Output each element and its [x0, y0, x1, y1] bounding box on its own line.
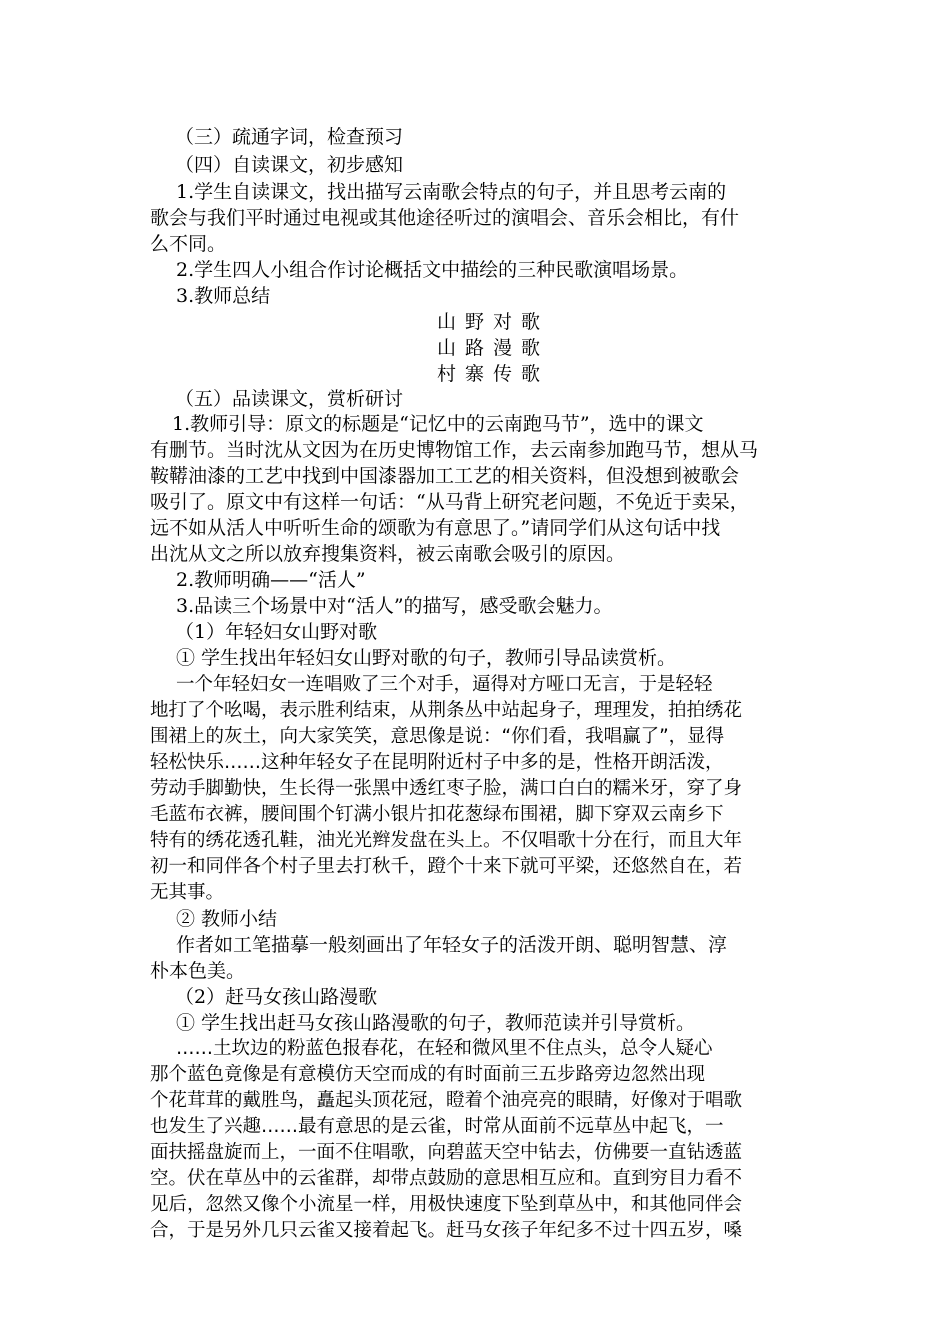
- s5-item2: 2.教师明确——“活人”: [176, 569, 366, 591]
- sub1-quote-line: 轻松快乐……这种年轻女子在昆明附近村子中多的是，性格开朗活泼，: [150, 752, 724, 773]
- sub1-quote-line: 一个年轻妇女一连唱败了三个对手，逼得对方哑口无言，于是轻轻: [176, 674, 713, 695]
- sub1-quote-line: 无其事。: [150, 882, 225, 903]
- s5-item1-line: 鞍鞯油漆的工艺中找到中国漆器加工工艺的相关资料，但没想到被歌会: [150, 465, 740, 487]
- s4-item1-line: 么不同。: [150, 233, 227, 255]
- s5-item1-line: 有删节。当时沈从文因为在历史博物馆工作，去云南参加跑马节，想从马: [150, 439, 759, 461]
- s4-item1-line: 歌会与我们平时通过电视或其他途径听过的演唱会、音乐会相比，有什: [150, 207, 740, 229]
- scene-title: 村寨传歌: [437, 363, 550, 385]
- sub2-task: ① 学生找出赶马女孩山路漫歌的句子，教师范读并引导赏析。: [176, 1012, 696, 1034]
- sub1-quote-line: 毛蓝布衣裤，腰间围个钉满小银片扣花葱绿布围裙，脚下穿双云南乡下: [150, 804, 724, 825]
- sub1-quote-line: 特有的绣花透孔鞋，油光光辫发盘在头上。不仅唱歌十分在行，而且大年: [150, 830, 743, 851]
- sub2-quote-line: 合，于是另外几只云雀又接着起飞。赶马女孩子年纪多不过十四五岁，嗓: [150, 1220, 743, 1241]
- s5-item1-line: 吸引了。原文中有这样一句话：“从马背上研究老问题，不免近于卖呆，: [150, 491, 749, 513]
- s5-item1-line: 1.教师引导：原文的标题是“记忆中的云南跑马节”，选中的课文: [172, 413, 704, 435]
- section-5-heading: （五）品读课文，赏析研讨: [175, 388, 404, 410]
- sub2-quote-line: 见后，忽然又像个小流星一样，用极快速度下坠到草丛中，和其他同伴会: [150, 1194, 743, 1215]
- sub2-quote-line: ……土坎边的粉蓝色报春花，在轻和微风里不住点头，总令人疑心: [176, 1038, 713, 1059]
- sub2-quote-line: 那个蓝色竟像是有意模仿天空而成的有时面前三五步路旁边忽然出现: [150, 1064, 706, 1085]
- sub2-quote-line: 也发生了兴趣……最有意思的是云雀，时常从面前不远草丛中起飞，一: [150, 1116, 724, 1137]
- sub1-quote-line: 围裙上的灰土，向大家笑笑，意思像是说：“你们看，我唱赢了”，显得: [150, 726, 725, 747]
- sub1-quote-line: 地打了个吆喝，表示胜利结束，从荆条丛中站起身子，理理发，拍拍绣花: [150, 700, 743, 721]
- scene-title: 山野对歌: [437, 311, 550, 333]
- sub1-summary-line: 朴本色美。: [150, 960, 246, 982]
- sub1-task: ① 学生找出年轻妇女山野对歌的句子，教师引导品读赏析。: [176, 647, 677, 669]
- s5-item1-line: 出沈从文之所以放弃搜集资料，被云南歌会吸引的原因。: [150, 543, 626, 565]
- s5-item1-line: 远不如从活人中听听生命的颂歌为有意思了。”请同学们从这句话中找: [150, 517, 721, 539]
- sub2-heading: （2）赶马女孩山路漫歌: [175, 986, 378, 1008]
- sub1-heading: （1）年轻妇女山野对歌: [175, 621, 378, 643]
- sub1-summary-line: 作者如工笔描摹一般刻画出了年轻女子的活泼开朗、聪明智慧、淳: [176, 934, 728, 956]
- section-4-heading: （四）自读课文，初步感知: [175, 154, 404, 176]
- sub2-quote-line: 空。伏在草丛中的云雀群，却带点鼓励的意思相互应和。直到穷目力看不: [150, 1168, 743, 1189]
- s4-item2: 2.学生四人小组合作讨论概括文中描绘的三种民歌演唱场景。: [176, 259, 689, 281]
- s5-item3: 3.品读三个场景中对“活人”的描写，感受歌会魅力。: [176, 595, 613, 617]
- sub2-quote-line: 面扶摇盘旋而上，一面不住唱歌，向碧蓝天空中钻去，仿佛要一直钻透蓝: [150, 1142, 743, 1163]
- sub1-quote-line: 初一和同伴各个村子里去打秋千，蹬个十来下就可平梁，还悠然自在，若: [150, 856, 743, 877]
- sub1-quote-line: 劳动手脚勤快，生长得一张黑中透红枣子脸，满口白白的糯米牙，穿了身: [150, 778, 743, 799]
- sub1-summary-label: ② 教师小结: [176, 908, 278, 930]
- section-3-heading: （三）疏通字词，检查预习: [175, 126, 404, 148]
- s4-item1-line: 1.学生自读课文，找出描写云南歌会特点的句子，并且思考云南的: [176, 181, 727, 203]
- scene-title: 山路漫歌: [437, 337, 550, 359]
- sub2-quote-line: 个花茸茸的戴胜鸟，矗起头顶花冠，瞪着个油亮亮的眼睛，好像对于唱歌: [150, 1090, 743, 1111]
- s4-item3: 3.教师总结: [176, 285, 271, 307]
